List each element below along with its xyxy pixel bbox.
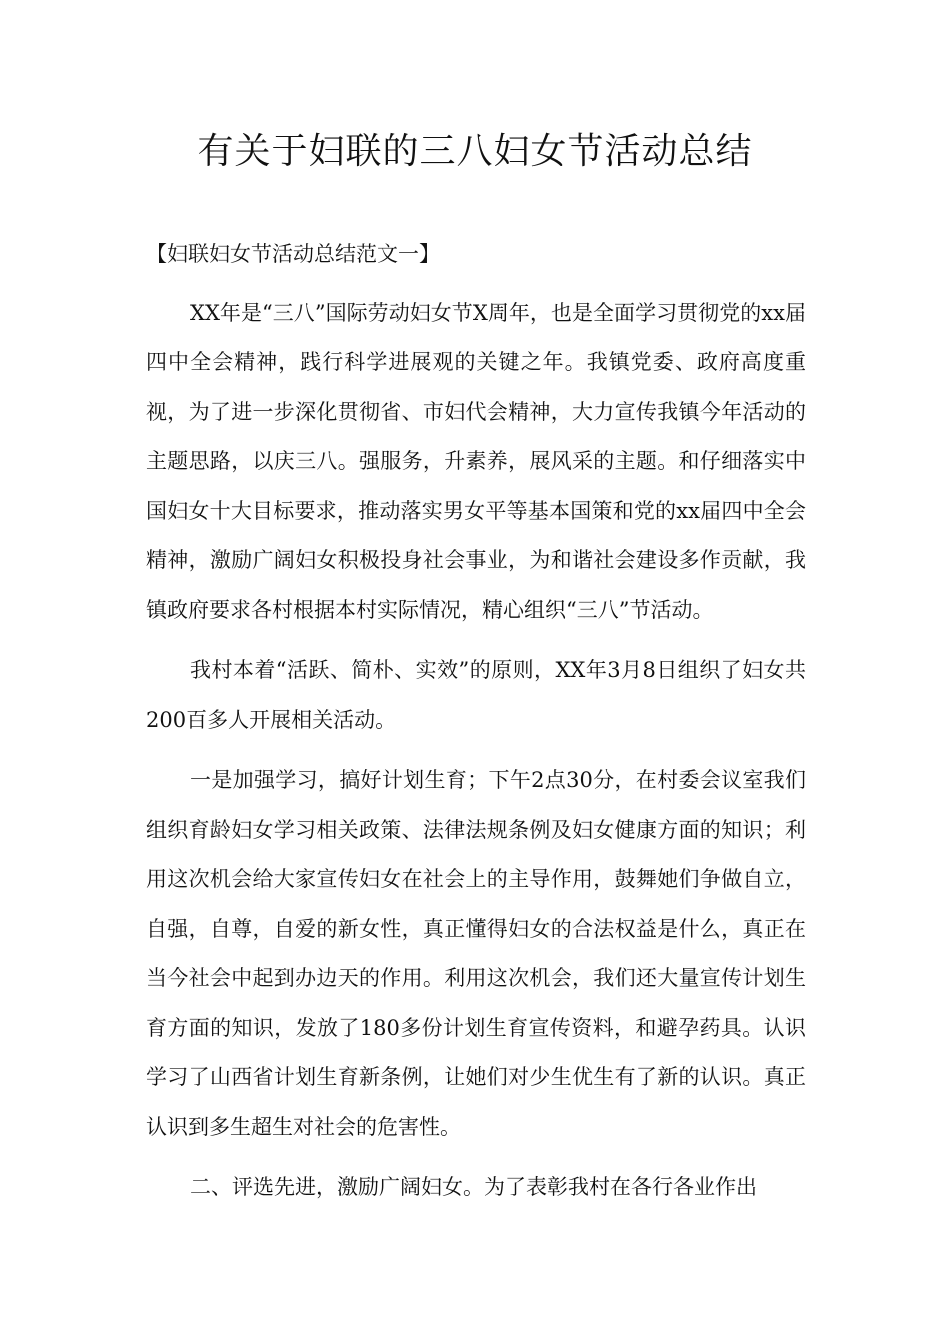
- paragraph-3: 一是加强学习，搞好计划生育；下午2点30分，在村委会议室我们组织育龄妇女学习相关政策、法律法规条例及妇女健康方面的知识；利用这次机会给大家宣传妇女在社会上的主导作用，鼓舞她们争做自立，自强，自尊，自爱的新女性，真正懂得妇女的合法权益是什么，真正在当今社会中起到办边天的作用。利用这次机会，我们还大量宣传计划生育方面的知识，发放了180多份计划生育宣传资料，和避孕药具。认识学习了山西省计划生育新条例，让她们对少生优生有了新的认识。真正认识到多生超生对社会的危害性。: [146, 768, 806, 1139]
- paragraph-4: 二、评选先进，激励广阔妇女。为了表彰我村在各行各业作出: [190, 1175, 757, 1199]
- paragraph-1: XX年是“三八”国际劳动妇女节X周年，也是全面学习贯彻党的xx届四中全会精神，践行科学进展观的关键之年。我镇党委、政府高度重视，为了进一步深化贯彻省、市妇代会精神，大力宣传我镇今年活动的主题思路，以庆三八。强服务，升素养，展风采的主题。和仔细落实中国妇女十大目标要求，推动落实男女平等基本国策和党的xx届四中全会精神，激励广阔妇女积极投身社会事业，为和谐社会建设多作贡献，我镇政府要求各村根据本村实际情况，精心组织“三八”节活动。: [146, 300, 806, 622]
- section-heading: 【妇联妇女节活动总结范文一】: [146, 242, 440, 266]
- paragraph-2: 我村本着“活跃、简朴、实效”的原则，XX年3月8日组织了妇女共200百多人开展相关活动。: [146, 658, 806, 732]
- document-title: 有关于妇联的三八妇女节活动总结: [197, 131, 753, 172]
- document-body: [146, 230, 806, 1224]
